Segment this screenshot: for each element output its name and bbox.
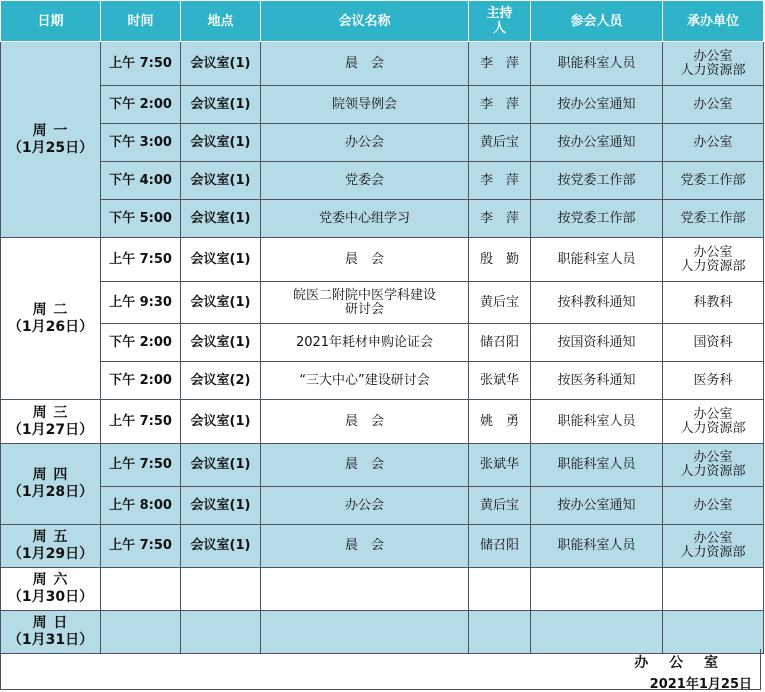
day-date: （1月28日）: [7, 484, 94, 500]
meeting-time: 下午 4:00: [101, 162, 181, 200]
meeting-organizer: 国资科: [663, 324, 764, 362]
day-name: 周 二: [32, 301, 69, 318]
day-cell: [1, 611, 101, 654]
meeting-title: [261, 611, 469, 654]
meeting-organizer: [663, 611, 764, 654]
day-cell: [1, 400, 101, 444]
day-date: （1月25日）: [7, 139, 94, 156]
meeting-time: 下午 2:00: [101, 86, 181, 124]
day-cell: [1, 42, 101, 238]
meeting-time: 下午 2:00: [101, 324, 181, 362]
day-name: 周 三: [32, 404, 69, 421]
meeting-time: 下午 3:00: [101, 124, 181, 162]
meeting-host: 黄后宝: [469, 124, 531, 162]
meeting-organizer: 办公室 人力资源部: [663, 238, 764, 282]
meeting-organizer: 医务科: [663, 362, 764, 400]
day-cell: [1, 568, 101, 611]
table-row: [1, 568, 764, 611]
meeting-title: 晨 会: [261, 42, 469, 86]
meeting-attendees: 按国资科通知: [531, 324, 663, 362]
meeting-time: 上午 9:30: [101, 282, 181, 324]
meeting-title: 皖医二附院中医学科建设 研讨会: [261, 282, 469, 324]
meeting-host: 李 萍: [469, 200, 531, 238]
day-name: 周 日: [32, 615, 69, 631]
footer: [0, 649, 761, 690]
meeting-host: 张斌华: [469, 444, 531, 487]
meeting-title: 党委会: [261, 162, 469, 200]
header-attendees: 参会人员: [531, 1, 663, 42]
meeting-attendees: 职能科室人员: [531, 400, 663, 444]
meeting-time: 上午 7:50: [101, 238, 181, 282]
meeting-attendees: 按党委工作部: [531, 200, 663, 238]
meeting-time: 上午 7:50: [101, 400, 181, 444]
meeting-organizer: 办公室: [663, 124, 764, 162]
meeting-title: 院领导例会: [261, 86, 469, 124]
meeting-room: 会议室(1): [181, 162, 261, 200]
day-date: （1月29日）: [7, 546, 94, 562]
table-row: [1, 162, 764, 200]
meeting-organizer: 办公室 人力资源部: [663, 444, 764, 487]
table-row: [1, 86, 764, 124]
meeting-organizer: 办公室: [663, 86, 764, 124]
meeting-organizer: [663, 568, 764, 611]
meeting-title: [261, 568, 469, 611]
table-row: [1, 487, 764, 525]
meeting-room: 会议室(1): [181, 444, 261, 487]
day-name: 周 五: [32, 529, 69, 545]
meeting-title: 晨 会: [261, 444, 469, 487]
table-row: [1, 324, 764, 362]
meeting-organizer: 科教科: [663, 282, 764, 324]
meeting-attendees: 按科教科通知: [531, 282, 663, 324]
meeting-title: 晨 会: [261, 525, 469, 568]
meeting-room: 会议室(1): [181, 525, 261, 568]
meeting-attendees: 按办公室通知: [531, 86, 663, 124]
meeting-title: 晨 会: [261, 400, 469, 444]
meeting-host: 储召阳: [469, 525, 531, 568]
meeting-host: 储召阳: [469, 324, 531, 362]
meeting-time: [101, 568, 181, 611]
day-date: （1月26日）: [7, 318, 94, 335]
meeting-room: 会议室(1): [181, 86, 261, 124]
day-name: 周 六: [32, 572, 69, 588]
meeting-room: 会议室(1): [181, 324, 261, 362]
day-date: （1月30日）: [7, 589, 94, 605]
meeting-room: [181, 611, 261, 654]
meeting-attendees: 按党委工作部: [531, 162, 663, 200]
meeting-host: 姚 勇: [469, 400, 531, 444]
meeting-room: 会议室(1): [181, 238, 261, 282]
day-name: 周 四: [32, 467, 69, 483]
meeting-time: 下午 5:00: [101, 200, 181, 238]
meeting-host: 李 萍: [469, 162, 531, 200]
meeting-host: 李 萍: [469, 42, 531, 86]
meeting-title: 晨 会: [261, 238, 469, 282]
table-row: [1, 362, 764, 400]
header-row: [1, 1, 764, 42]
header-time: 时间: [101, 1, 181, 42]
meeting-room: 会议室(1): [181, 124, 261, 162]
meeting-host: 黄后宝: [469, 487, 531, 525]
meeting-host: [469, 568, 531, 611]
meeting-time: 上午 7:50: [101, 444, 181, 487]
table-row: [1, 400, 764, 444]
meeting-host: 殷 勤: [469, 238, 531, 282]
footer-date: 2021年1月25日: [649, 677, 752, 692]
table-row: [1, 200, 764, 238]
table-row: [1, 444, 764, 487]
meeting-organizer: 党委工作部: [663, 162, 764, 200]
meeting-room: 会议室(1): [181, 200, 261, 238]
day-date: （1月31日）: [7, 632, 94, 648]
meeting-organizer: 办公室 人力资源部: [663, 400, 764, 444]
meeting-host: 李 萍: [469, 86, 531, 124]
meeting-attendees: 职能科室人员: [531, 525, 663, 568]
meeting-title: 办公会: [261, 487, 469, 525]
header-location: 地点: [181, 1, 261, 42]
meeting-organizer: 办公室 人力资源部: [663, 42, 764, 86]
meeting-attendees: [531, 611, 663, 654]
meeting-attendees: 职能科室人员: [531, 444, 663, 487]
meeting-attendees: 按医务科通知: [531, 362, 663, 400]
meeting-host: 黄后宝: [469, 282, 531, 324]
meeting-room: 会议室(1): [181, 282, 261, 324]
meeting-host: 张斌华: [469, 362, 531, 400]
meeting-organizer: 办公室: [663, 487, 764, 525]
meeting-attendees: 按办公室通知: [531, 124, 663, 162]
table-row: [1, 238, 764, 282]
meeting-attendees: 职能科室人员: [531, 42, 663, 86]
meeting-time: [101, 611, 181, 654]
meeting-room: 会议室(1): [181, 42, 261, 86]
meeting-title: 办公会: [261, 124, 469, 162]
meeting-attendees: [531, 568, 663, 611]
day-cell: [1, 525, 101, 568]
footer-issuer: 办 公 室: [634, 655, 726, 671]
meeting-time: 上午 7:50: [101, 42, 181, 86]
day-name: 周 一: [32, 122, 69, 139]
day-date: （1月27日）: [7, 421, 94, 438]
table-row: [1, 42, 764, 86]
meeting-time: 上午 7:50: [101, 525, 181, 568]
meeting-attendees: 职能科室人员: [531, 238, 663, 282]
meeting-title: 党委中心组学习: [261, 200, 469, 238]
table-row: [1, 282, 764, 324]
meeting-room: 会议室(2): [181, 362, 261, 400]
meeting-attendees: 按办公室通知: [531, 487, 663, 525]
table-row: [1, 525, 764, 568]
day-cell: [1, 444, 101, 525]
header-organizer: 承办单位: [663, 1, 764, 42]
meeting-title: “三大中心”建设研讨会: [261, 362, 469, 400]
meeting-organizer: 办公室 人力资源部: [663, 525, 764, 568]
meeting-room: 会议室(1): [181, 400, 261, 444]
meeting-title: 2021年耗材申购论证会: [261, 324, 469, 362]
header-meeting-name: 会议名称: [261, 1, 469, 42]
meeting-time: 下午 2:00: [101, 362, 181, 400]
table-row: [1, 124, 764, 162]
meeting-time: 上午 8:00: [101, 487, 181, 525]
meeting-organizer: 党委工作部: [663, 200, 764, 238]
day-cell: [1, 238, 101, 400]
meeting-room: [181, 568, 261, 611]
header-date: 日期: [1, 1, 101, 42]
table-row: [1, 611, 764, 654]
meeting-host: [469, 611, 531, 654]
header-host: 主持人: [469, 1, 531, 42]
meeting-room: 会议室(1): [181, 487, 261, 525]
